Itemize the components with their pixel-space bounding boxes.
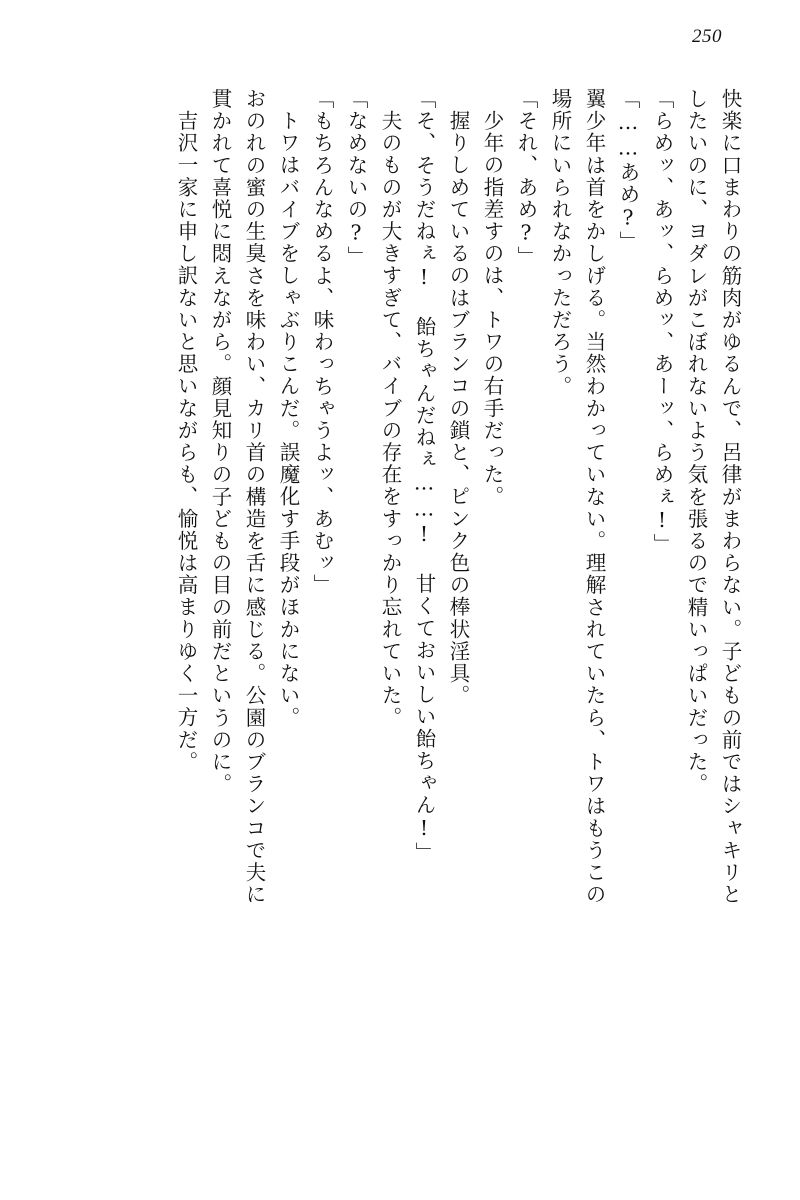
text-column: 少年の指差すのは、トワの右手だった。 [480,110,504,508]
text-column: トワはバイブをしゃぶりこんだ。誤魔化す手段がほかにない。 [276,110,300,729]
text-column: 貫かれて喜悦に悶えながら。顔見知りの子どもの目の前だというのに。 [208,88,232,796]
text-column: 夫のものが大きすぎて、バイブの存在をすっかり忘れていた。 [378,110,402,729]
text-column: 「そ、そうだねぇ! 飴ちゃんだねぇ……! 甘くておいしい飴ちゃん!」 [412,88,436,864]
text-column: 場所にいられなかっただろう。 [548,88,572,398]
text-column: 「……あめ?」 [616,88,640,254]
text-column: おのれの蜜の生臭さを味わい、カリ首の構造を舌に感じる。公園のブランコで夫に [242,88,266,906]
text-column: したいのに、ヨダレがこぼれないよう気を張るので精いっぱいだった。 [684,88,708,796]
text-column: 「らめッ、あッ、らめッ、あーッ、らめぇ!」 [650,88,674,556]
text-column: 翼少年は首をかしげる。当然わかっていない。理解されていたら、トワはもうこの [582,88,606,906]
text-column: 握りしめているのはブランコの鎖と、ピンク色の棒状淫具。 [446,110,470,707]
vertical-body-text [58,88,740,1158]
text-column: 「なめないの?」 [344,88,368,269]
text-column: 快楽に口まわりの筋肉がゆるんで、呂律がまわらない。子どもの前ではシャキリと [718,88,742,906]
text-column: 「もちろんなめるよ、味わっちゃうよッ、あむッ」 [310,88,334,597]
text-column: 吉沢一家に申し訳ないと思いながらも、愉悦は高まりゆく一方だ。 [174,110,198,773]
page-number: 250 [692,26,722,47]
text-column: 「それ、あめ?」 [514,88,538,269]
